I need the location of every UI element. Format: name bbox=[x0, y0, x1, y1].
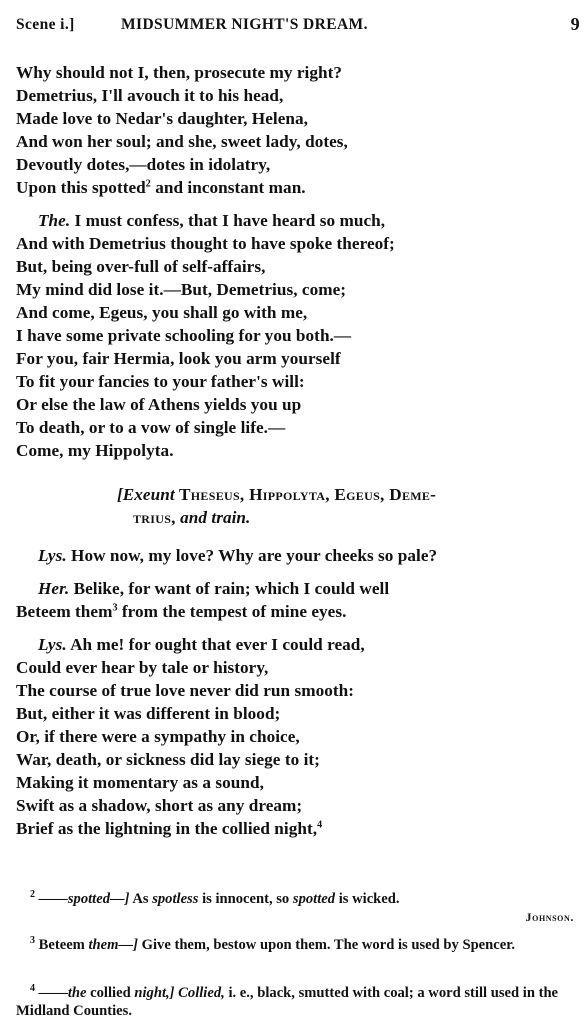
verse-text: I must confess, that I have heard so much, bbox=[74, 211, 386, 230]
verse-line: Could ever hear by tale or history, bbox=[16, 658, 269, 677]
verse-text: Upon this spotted bbox=[16, 178, 146, 197]
speech-hermia bbox=[38, 578, 389, 600]
verse-line: Demetrius, I'll avouch it to his head, bbox=[16, 86, 284, 105]
footnote-text: Give them, bestow upon them. The word is used by Spencer. bbox=[141, 937, 516, 953]
footnote-number: 4 bbox=[30, 983, 35, 995]
verse-line: War, death, or sickness did lay siege to it; bbox=[16, 750, 320, 769]
verse-text: Ah me! for ought that ever I could read, bbox=[70, 635, 365, 654]
speaker-name: The. bbox=[38, 211, 71, 230]
stage-direction-names: Theseus, Hippolyta, Egeus, Deme- bbox=[179, 485, 437, 504]
verse-line: Or else the law of Athens yields you up bbox=[16, 395, 302, 414]
speech-lysander bbox=[38, 545, 437, 567]
footnote-2 bbox=[30, 890, 580, 908]
verse-text: and inconstant man. bbox=[155, 178, 306, 197]
verse-line: Why should not I, then, prosecute my right? bbox=[16, 63, 343, 82]
footnote-lemma: ——spotted—] bbox=[38, 891, 130, 907]
footnote-text: is wicked. bbox=[338, 891, 400, 907]
verse-line: Come, my Hippolyta. bbox=[16, 441, 174, 460]
verse-line: Made love to Nedar's daughter, Helena, bbox=[16, 109, 308, 128]
footnote-text: As bbox=[132, 891, 149, 907]
verse-line: And won her soul; and she, sweet lady, dotes, bbox=[16, 132, 348, 151]
footnote-text: i. e., black, smutted with coal; a word still used in the Midland Counties. bbox=[16, 985, 559, 1019]
speech-theseus bbox=[38, 210, 385, 232]
speaker-name: Lys. bbox=[38, 635, 67, 654]
verse-line: The course of true love never did run smooth: bbox=[16, 681, 355, 700]
verse-line: Making it momentary as a sound, bbox=[16, 773, 264, 792]
speaker-name: Lys. bbox=[38, 546, 67, 565]
footnote-text-italic: spotless bbox=[152, 891, 199, 907]
verse-line bbox=[16, 177, 306, 199]
verse-text: Belike, for want of rain; which I could well bbox=[73, 579, 390, 598]
footnote-lemma-italic: ——the bbox=[38, 985, 87, 1001]
footnote-number: 3 bbox=[30, 935, 35, 947]
footnote-text: is innocent, so bbox=[202, 891, 290, 907]
footnote-3 bbox=[16, 936, 580, 954]
verse-line: To fit your fancies to your father's will: bbox=[16, 372, 305, 391]
speech-lysander bbox=[38, 634, 365, 656]
stage-direction-names: trius, bbox=[133, 508, 176, 527]
verse-line: Or, if there were a sympathy in choice, bbox=[16, 727, 300, 746]
verse-line: But, either it was different in blood; bbox=[16, 704, 281, 723]
stage-direction-train: and train. bbox=[180, 508, 251, 527]
verse-text: Beteem them bbox=[16, 602, 113, 621]
page-number: 9 bbox=[570, 14, 580, 34]
footnote-mark: 4 bbox=[317, 819, 323, 831]
verse-line: To death, or to a vow of single life.— bbox=[16, 418, 286, 437]
verse-text: How now, my love? Why are your cheeks so pale? bbox=[71, 546, 438, 565]
verse-line bbox=[16, 818, 322, 840]
footnote-lemma-italic: them—] bbox=[88, 937, 138, 953]
footnote-text-italic: Collied, bbox=[178, 985, 225, 1001]
stage-direction bbox=[117, 484, 436, 506]
verse-line: I have some private schooling for you both.— bbox=[16, 326, 352, 345]
stage-direction-exeunt: [Exeunt bbox=[117, 485, 175, 504]
play-title: MIDSUMMER NIGHT'S DREAM. bbox=[121, 16, 368, 33]
footnote-mark: 3 bbox=[112, 602, 118, 614]
running-header bbox=[16, 16, 580, 42]
verse-text: from the tempest of mine eyes. bbox=[121, 602, 347, 621]
stage-direction bbox=[133, 507, 250, 529]
footnote-number: 2 bbox=[30, 889, 35, 901]
footnote-text-italic: spotted bbox=[292, 891, 336, 907]
verse-line: And with Demetrius thought to have spoke thereof; bbox=[16, 234, 395, 253]
scene-label: Scene i.] bbox=[16, 16, 75, 33]
verse-line: For you, fair Hermia, look you arm yourself bbox=[16, 349, 341, 368]
footnote-mark: 2 bbox=[145, 178, 151, 190]
footnote-lemma: collied bbox=[90, 985, 131, 1001]
verse-text: Brief as the lightning in the collied night, bbox=[16, 819, 318, 838]
footnote-author: Johnson. bbox=[525, 910, 574, 924]
footnote-lemma-italic: night,] bbox=[134, 985, 175, 1001]
verse-line: But, being over-full of self-affairs, bbox=[16, 257, 266, 276]
speaker-name: Her. bbox=[38, 579, 70, 598]
verse-line: Swift as a shadow, short as any dream; bbox=[16, 796, 303, 815]
verse-line: Devoutly dotes,—dotes in idolatry, bbox=[16, 155, 271, 174]
verse-line bbox=[16, 601, 346, 623]
footnote-4 bbox=[16, 984, 580, 1020]
verse-line: My mind did lose it.—But, Demetrius, come; bbox=[16, 280, 347, 299]
verse-line: And come, Egeus, you shall go with me, bbox=[16, 303, 308, 322]
footnote-lemma: Beteem bbox=[38, 937, 85, 953]
